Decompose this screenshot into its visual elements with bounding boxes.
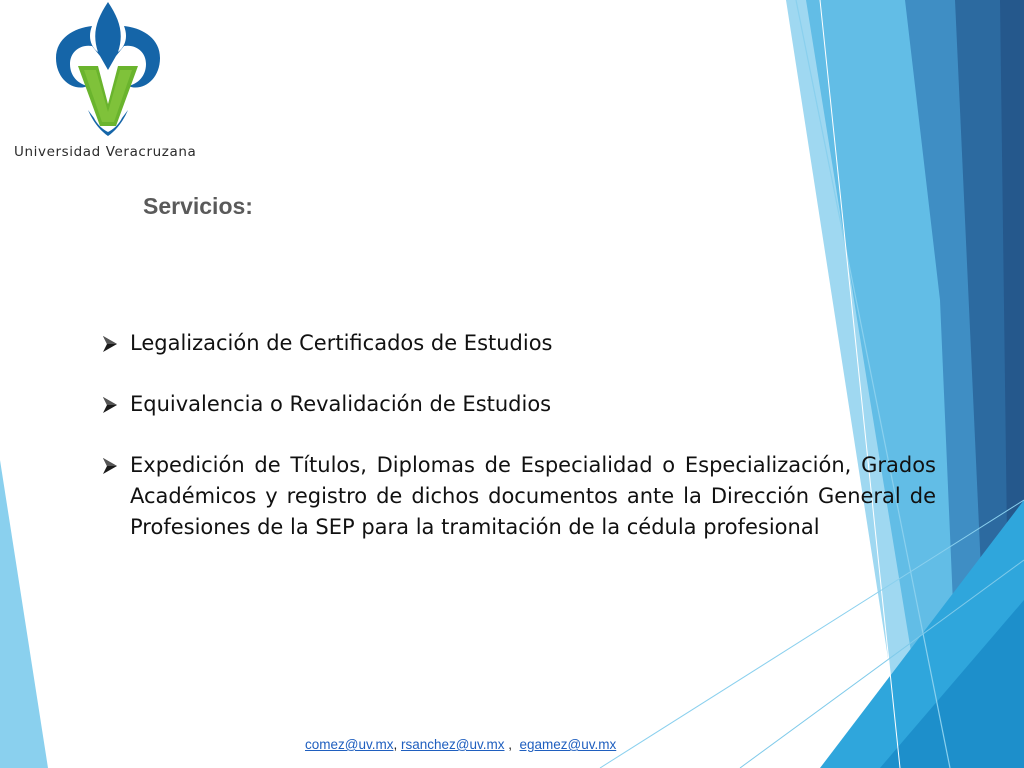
footer-separator: , (393, 737, 401, 752)
list-item (100, 389, 936, 420)
list-item (100, 450, 936, 543)
email-link-rsanchez[interactable]: rsanchez@uv.mx (400, 737, 505, 752)
arrowhead-bullet-icon (100, 334, 120, 354)
list-item-text: Equivalencia o Revalidación de Estudios (130, 392, 552, 416)
email-link-comez[interactable]: comez@uv.mx (305, 737, 394, 752)
uv-logo-icon (48, 0, 168, 140)
section-title: Servicios: (143, 193, 253, 219)
arrowhead-bullet-icon (100, 395, 120, 415)
institution-name: Universidad Veracruzana (14, 144, 197, 160)
services-list (100, 328, 936, 573)
email-link-egamez[interactable]: egamez@uv.mx (519, 737, 617, 752)
list-item-text: Legalización de Certificados de Estudios (130, 331, 553, 355)
list-item-text: Expedición de Títulos, Diplomas de Especialidad o Especialización, Grados Académicos y registro de dichos documentos ante la Dirección General de Profesiones de la SEP para la tramitación de la cédula profesional (130, 453, 936, 539)
footer-separator: , (504, 737, 520, 752)
list-item (100, 328, 936, 359)
arrowhead-bullet-icon (100, 456, 120, 476)
footer-contacts (305, 737, 616, 752)
